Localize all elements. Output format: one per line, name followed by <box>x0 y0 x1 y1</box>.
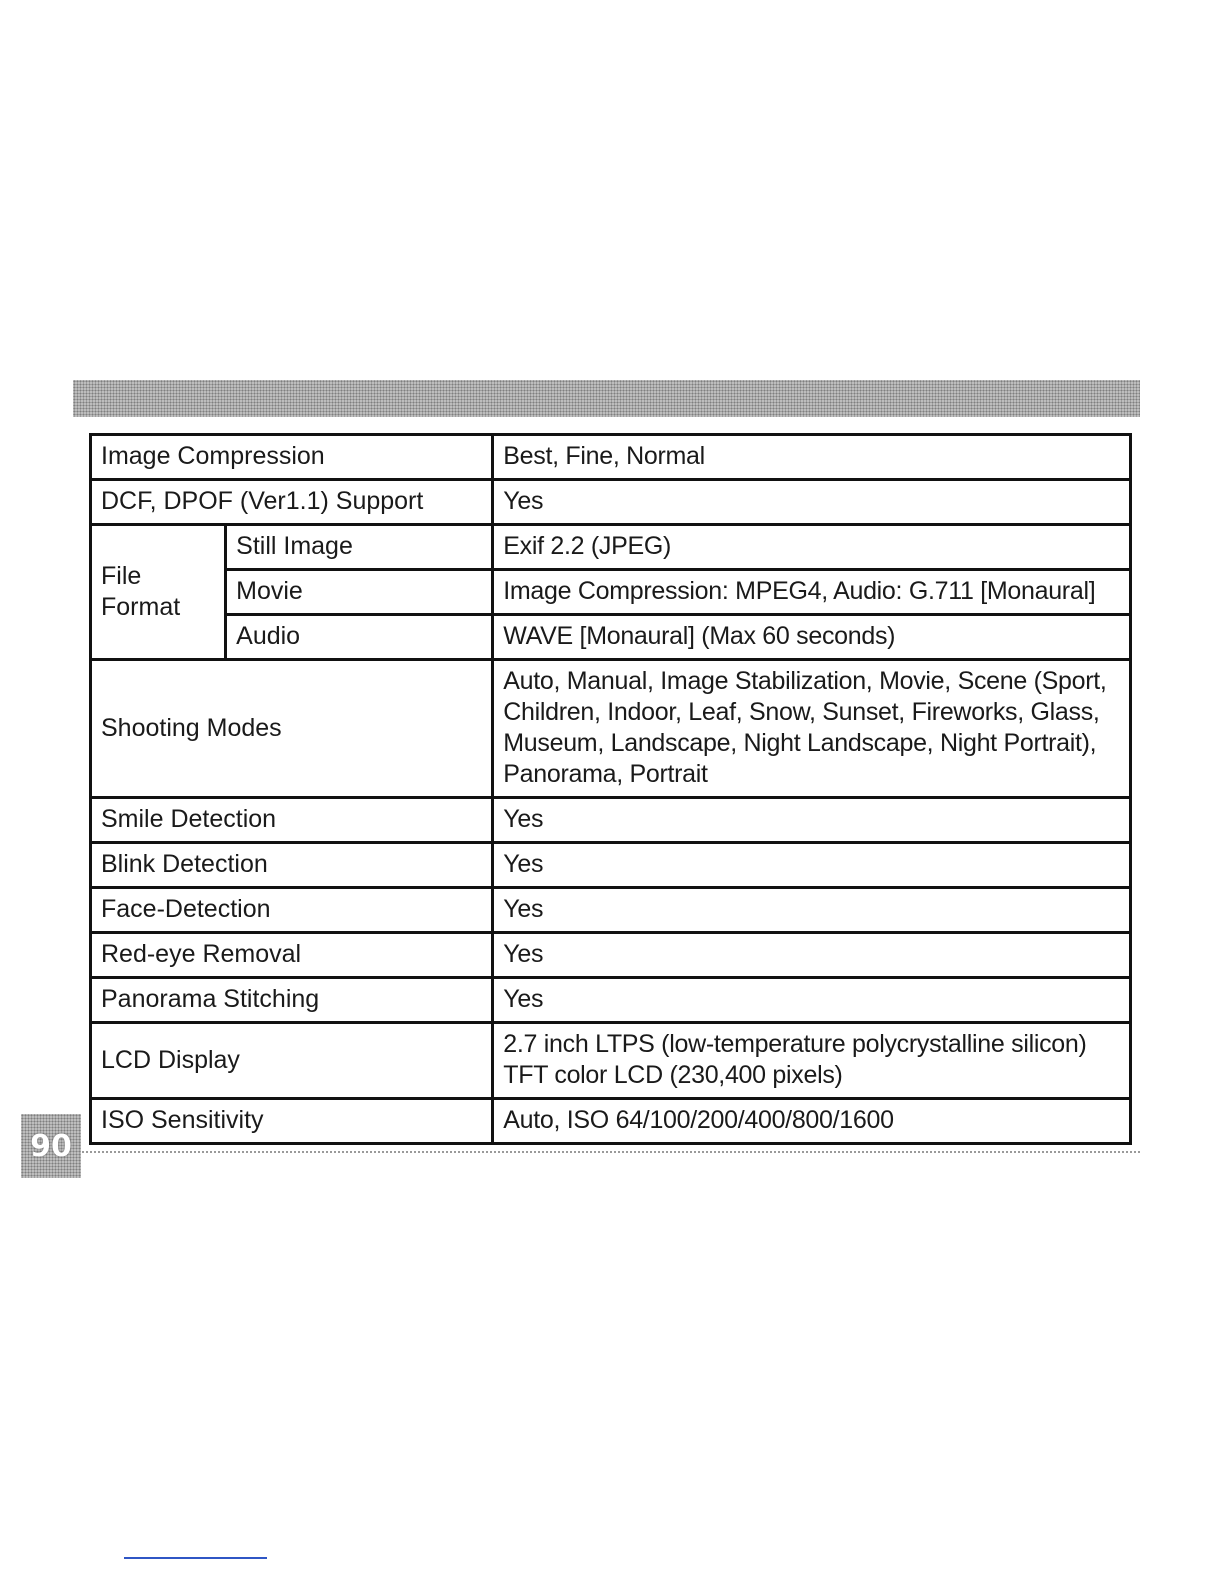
spec-value: 2.7 inch LTPS (low-temperature polycrystalline silicon) TFT color LCD (230,400 pixels) <box>493 1023 1131 1099</box>
spec-value: Exif 2.2 (JPEG) <box>493 525 1131 570</box>
table-row <box>91 570 1131 615</box>
spec-label: Smile Detection <box>91 798 493 843</box>
spec-label: Blink Detection <box>91 843 493 888</box>
spec-value: Auto, Manual, Image Stabilization, Movie, Scene (Sport, Children, Indoor, Leaf, Snow, Sunset, Fireworks, Glass, Museum, Landscape, Night Landscape, Night Portrait), Panorama, Portrait <box>493 660 1131 798</box>
table-row <box>91 1099 1131 1144</box>
spec-label: Shooting Modes <box>91 660 493 798</box>
spec-value: Yes <box>493 798 1131 843</box>
spec-table <box>89 433 1132 1145</box>
spec-value: Yes <box>493 888 1131 933</box>
spec-label: DCF, DPOF (Ver1.1) Support <box>91 480 493 525</box>
bottom-divider <box>82 1151 1140 1153</box>
spec-label: Panorama Stitching <box>91 978 493 1023</box>
spec-label: LCD Display <box>91 1023 493 1099</box>
spec-value: Image Compression: MPEG4, Audio: G.711 [Monaural] <box>493 570 1131 615</box>
spec-sublabel: Still Image <box>226 525 493 570</box>
table-row <box>91 615 1131 660</box>
file-format-label: File Format <box>91 525 226 660</box>
spec-sublabel: Movie <box>226 570 493 615</box>
section-header-band <box>73 380 1140 417</box>
table-row <box>91 525 1131 570</box>
spec-value: WAVE [Monaural] (Max 60 seconds) <box>493 615 1131 660</box>
page-number-badge <box>21 1114 81 1178</box>
spec-label: Image Compression <box>91 435 493 480</box>
spec-label: Red-eye Removal <box>91 933 493 978</box>
spec-value: Best, Fine, Normal <box>493 435 1131 480</box>
spec-value: Auto, ISO 64/100/200/400/800/1600 <box>493 1099 1131 1144</box>
spec-sublabel: Audio <box>226 615 493 660</box>
page-number: 90 <box>30 1128 72 1164</box>
table-row <box>91 888 1131 933</box>
table-row <box>91 978 1131 1023</box>
spec-value: Yes <box>493 480 1131 525</box>
table-row <box>91 933 1131 978</box>
table-row <box>91 1023 1131 1099</box>
table-row <box>91 480 1131 525</box>
spec-label: ISO Sensitivity <box>91 1099 493 1144</box>
table-row <box>91 843 1131 888</box>
footer-accent-line <box>124 1557 267 1559</box>
spec-value: Yes <box>493 843 1131 888</box>
spec-value: Yes <box>493 978 1131 1023</box>
table-row <box>91 660 1131 798</box>
table-row <box>91 435 1131 480</box>
spec-value: Yes <box>493 933 1131 978</box>
table-row <box>91 798 1131 843</box>
spec-label: Face-Detection <box>91 888 493 933</box>
